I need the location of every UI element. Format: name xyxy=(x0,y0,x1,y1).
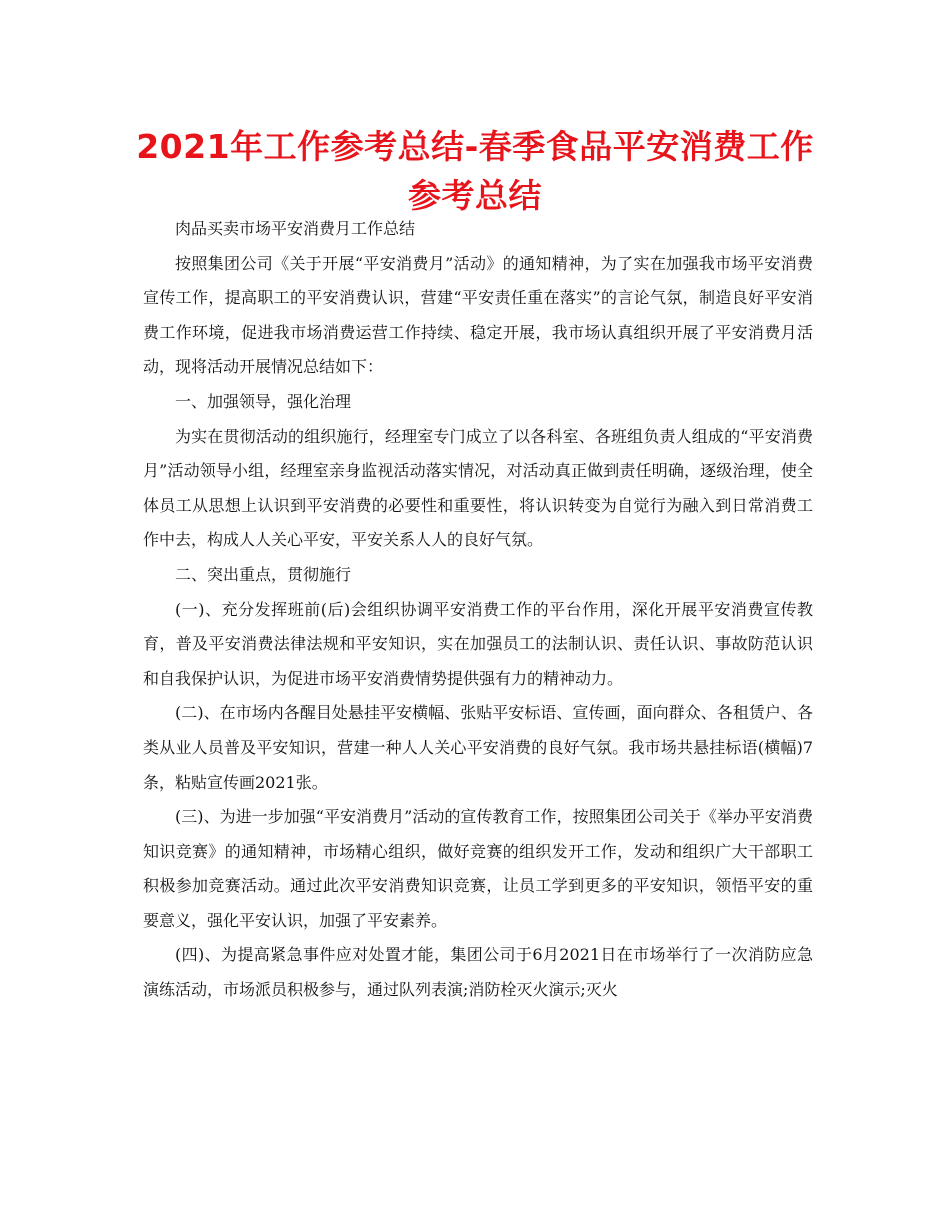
paragraph-item-4: (四)、为提高紧急事件应对处置才能，集团公司于6月2021日在市场举行了一次消防应急演练活动，市场派员积极参与，通过队列表演;消防栓灭火演示;灭火 xyxy=(143,945,813,1000)
paragraph-intro: 按照集团公司《关于开展“平安消费月”活动》的通知精神，为了实在加强我市场平安消费宣传工作，提高职工的平安消费认识，营建“平安责任重在落实”的言论气氛，制造良好平安消费工作环境，促进我市场消费运营工作持续、稳定开展，我市场认真组织开展了平安消费月活动，现将活动开展情况总结如下： xyxy=(143,253,813,377)
document-body xyxy=(143,212,813,1008)
paragraph-item-3: (三)、为进一步加强“平安消费月”活动的宣传教育工作，按照集团公司关于《举办平安消费知识竞赛》的通知精神，市场精心组织，做好竞赛的组织发开工作，发动和组织广大干部职工积极参加竞赛活动。通过此次平安消费知识竞赛，让员工学到更多的平安知识，领悟平安的重要意义，强化平安认识，加强了平安素养。 xyxy=(143,807,813,930)
section-heading-1: 一、加强领导，强化治理 xyxy=(175,391,352,411)
document-title: 2021年工作参考总结-春季食品平安消费工作参考总结 xyxy=(136,127,814,215)
paragraph-item-1: (一)、充分发挥班前(后)会组织协调平安消费工作的平台作用，深化开展平安消费宣传教育，普及平安消费法律法规和平安知识，实在加强员工的法制认识、责任认识、事故防范认识和自我保护认识，为促进市场平安消费情势提供强有力的精神动力。 xyxy=(143,599,813,688)
paragraph-subtitle: 肉品买卖市场平安消费月工作总结 xyxy=(175,219,416,238)
paragraph-item-2: (二)、在市场内各醒目处悬挂平安横幅、张贴平安标语、宣传画，面向群众、各租赁户、各类从业人员普及平安知识，营建一种人人关心平安消费的良好气氛。我市场共悬挂标语(横幅)7条，粘贴宣传画2021张。 xyxy=(143,703,813,792)
paragraph-section-1: 为实在贯彻活动的组织施行，经理室专门成立了以各科室、各班组负责人组成的“平安消费月”活动领导小组，经理室亲身监视活动落实情况，对活动真正做到责任明确，逐级治理，使全体员工从思想上认识到平安消费的必要性和重要性，将认识转变为自觉行为融入到日常消费工作中去，构成人人关心平安，平安关系人人的良好气氛。 xyxy=(143,426,813,550)
section-heading-2: 二、突出重点，贯彻施行 xyxy=(175,564,352,584)
